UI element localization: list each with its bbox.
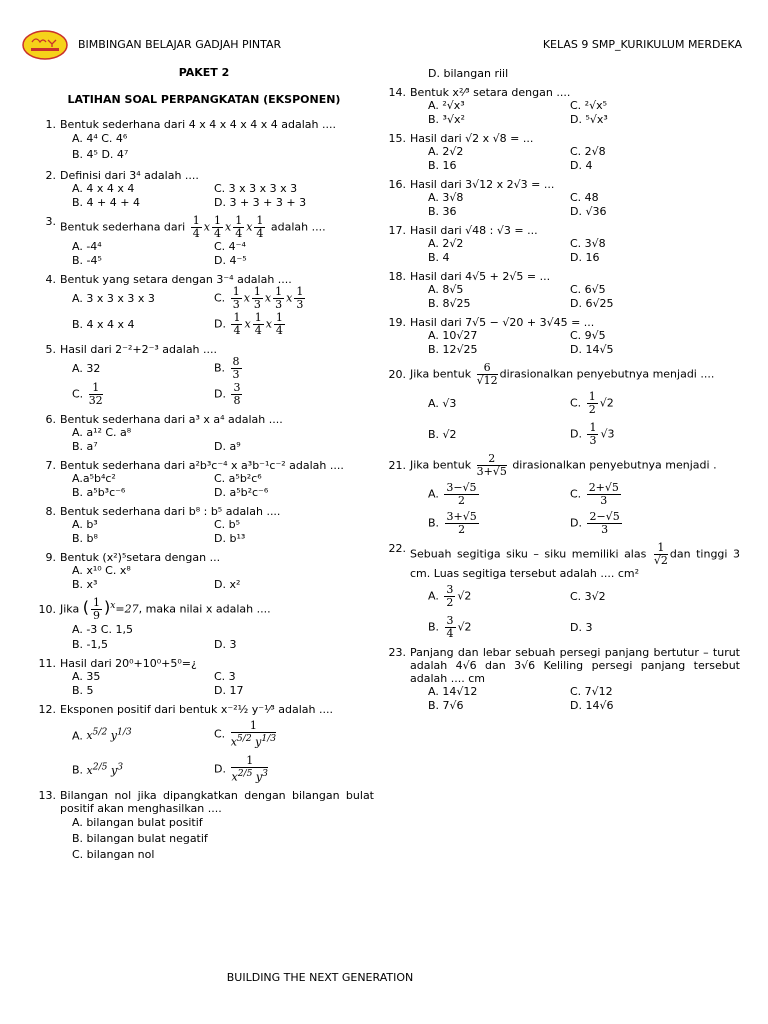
option-b: B. x³ (72, 578, 98, 591)
option-a: A. 3 x 3 x 3 x 3 (72, 292, 155, 305)
option-b: B. 16 (428, 159, 457, 172)
option-b: B. 4 (428, 251, 450, 264)
option-a: A. 2√2 (428, 145, 464, 158)
option-a: A. 8√5 (428, 283, 464, 296)
question-text: Bentuk yang setara dengan 3⁻⁴ adalah .... (60, 273, 292, 286)
option-d: D. a⁵b²c⁻⁶ (214, 486, 269, 499)
option-b: B. a⁷ (72, 440, 98, 453)
option-b: B. 36 (428, 205, 457, 218)
question-14: 14. Bentuk x²⁄³ setara dengan .... A. ²√x³ C. ²√x⁵ B. ³√x² D. ⁵√x³ (384, 86, 740, 126)
option-d: D. $\frac{1}{x^{2/5} y^3}$ (214, 753, 268, 784)
option-c: C. bilangan nol (72, 848, 155, 862)
page-header (22, 36, 742, 56)
option-c: C. 3 (214, 670, 236, 683)
option-a: A. $\frac{3}{2}$ √2 (428, 583, 472, 609)
question-text: Bentuk sederhana dari $\frac{1}{4}$ x $\frac{1}{4}$ x $\frac{1}{4}$ x $\frac{1}{4}$ adalah .... (60, 214, 326, 240)
option-c: C. $\frac{1}{32}$ (72, 381, 103, 407)
option-c: C. $\frac{1}{x^{5/2} y^{1/3}}$ (214, 719, 277, 749)
question-text: Bilangan nol jika dipangkatkan dengan bilangan bulat positif akan menghasilkan .... (60, 789, 374, 816)
question-18: 18. Hasil dari 4√5 + 2√5 = ... A. 8√5 C. 6√5 B. 8√25 D. 6√25 (384, 270, 740, 310)
option-ac: A. -3 C. 1,5 (72, 623, 133, 636)
question-text: Jika ( $\frac{1}{9}$ )$^x$=27, maka nilai x adalah .... (60, 596, 271, 622)
question-text: Jika bentuk $\frac{2}{3+√5}$ dirasionalkan penyebutnya menjadi . (410, 452, 717, 478)
option-d: D. √36 (570, 205, 607, 218)
question-text: Hasil dari 2⁻²+2⁻³ adalah .... (60, 343, 218, 356)
option-ac: A. x¹⁰ C. x⁸ (72, 564, 131, 577)
question-text: Jika bentuk $\frac{6}{√12}$ dirasionalkan penyebutnya menjadi .... (410, 361, 715, 387)
question-text: Bentuk x²⁄³ setara dengan .... (410, 86, 571, 99)
option-d: D. ⁵√x³ (570, 113, 608, 126)
option-d: D. 3 + 3 + 3 + 3 (214, 196, 307, 209)
option-c: C. 3 x 3 x 3 x 3 (214, 182, 298, 195)
option-b: B. 5 (72, 684, 94, 697)
option-c: C. a⁵b²c⁶ (214, 472, 262, 485)
question-text: Bentuk sederhana dari a²b³c⁻⁴ x a³b⁻¹c⁻² adalah .... (60, 459, 344, 472)
question-17: 17. Hasil dari √48 : √3 = ... A. 2√2 C. 3√8 B. 4 D. 16 (384, 224, 740, 264)
question-10: 10. Jika ( $\frac{1}{9}$ )$^x$=27, maka nilai x adalah .... A. -3 C. 1,5 B. -1,5 D. 3 (34, 597, 374, 651)
question-16: 16. Hasil dari 3√12 x 2√3 = ... A. 3√8 C. 48 B. 36 D. √36 (384, 178, 740, 218)
option-a: A. $x^{5/2}$ $y^{1/3}$ (72, 726, 132, 743)
option-b: B. 8√25 (428, 297, 471, 310)
question-text: Bentuk sederhana dari 4 x 4 x 4 x 4 x 4 adalah .... (60, 118, 336, 131)
page-footer: BUILDING THE NEXT GENERATION (226, 971, 414, 984)
option-b: B. -4⁵ (72, 254, 102, 267)
option-b: B. a⁵b³c⁻⁶ (72, 486, 126, 499)
right-column (384, 66, 740, 718)
question-text: Hasil dari 3√12 x 2√3 = ... (410, 178, 555, 191)
option-c: C. 2√8 (570, 145, 606, 158)
question-2: 2. Definisi dari 3⁴ adalah .... A. 4 x 4 x 4 C. 3 x 3 x 3 x 3 B. 4 + 4 + 4 D. 3 + 3 + 3 + 3 (34, 169, 374, 209)
option-a: A. -4⁴ (72, 240, 102, 253)
option-d: D. $\frac{1}{4}$ x $\frac{1}{4}$ x $\frac{1}{4}$ (214, 311, 283, 337)
option-d: D. x² (214, 578, 241, 591)
question-3: 3. Bentuk sederhana dari $\frac{1}{4}$ x $\frac{1}{4}$ x $\frac{1}{4}$ x $\frac{1}{4}$ adalah .... A. -4⁴ C. 4⁻⁴ B. -4⁵ D. 4⁻⁵ (34, 215, 374, 267)
question-text: Bentuk sederhana dari a³ x a⁴ adalah .... (60, 413, 283, 426)
option-c: C. 6√5 (570, 283, 606, 296)
option-d: D. 17 (214, 684, 244, 697)
option-d: D. 3 (570, 621, 593, 634)
question-text: Hasil dari √48 : √3 = ... (410, 224, 538, 237)
question-text: Hasil dari 7√5 − √20 + 3√45 = ... (410, 316, 595, 329)
option-c: C. b⁵ (214, 518, 241, 531)
option-c: C. 4⁻⁴ (214, 240, 246, 253)
question-text: Hasil dari √2 x √8 = ... (410, 132, 534, 145)
question-4: 4. Bentuk yang setara dengan 3⁻⁴ adalah .... A. 3 x 3 x 3 x 3 C. $\frac{1}{3}$ x $\frac{1}{3}$ x $\frac{1}{3}$ x $\frac{1}{3}$ B. 4 x 4 x 4 D. $\frac{1}{4}$ x $\frac{1}{4}$ x $\frac{1}{4}$ (34, 273, 374, 337)
option-b: B. b⁸ (72, 532, 98, 545)
question-7: 7. Bentuk sederhana dari a²b³c⁻⁴ x a³b⁻¹c⁻² adalah .... A.a⁵b⁴c² C. a⁵b²c⁶ B. a⁵b³c⁻⁶ D. a⁵b²c⁻⁶ (34, 459, 374, 499)
option-a: A. 35 (72, 670, 101, 683)
left-column (34, 66, 374, 869)
option-a: A. 2√2 (428, 237, 464, 250)
option-b: B. bilangan bulat negatif (72, 832, 208, 846)
option-c: C. 3√8 (570, 237, 606, 250)
gadjah-pintar-logo (22, 30, 68, 60)
question-text: Hasil dari 20⁰+10⁰+5⁰=¿ (60, 657, 197, 670)
option-d: D. 14√5 (570, 343, 614, 356)
question-19: 19. Hasil dari 7√5 − √20 + 3√45 = ... A. 10√27 C. 9√5 B. 12√25 D. 14√5 (384, 316, 740, 356)
question-13: 13. Bilangan nol jika dipangkatkan dengan bilangan bulat positif akan menghasilkan .... A. bilangan bulat positif B. bilangan bulat negatif C. bilangan nol (38, 789, 374, 862)
option-d: D. 3 (214, 638, 237, 651)
question-6: 6. Bentuk sederhana dari a³ x a⁴ adalah .... A. a¹² C. a⁸ B. a⁷ D. a⁹ (34, 413, 374, 453)
option-a: A. 32 (72, 362, 101, 375)
question-21: 21. Jika bentuk $\frac{2}{3+√5}$ dirasionalkan penyebutnya menjadi . A. $\frac{3-√5}{2}$ C. $\frac{2+√5}{3}$ B. $\frac{3+√5}{2}$ D. $\frac{2-√5}{3}$ (384, 453, 740, 536)
option-d: D. $\frac{3}{8}$ (214, 381, 241, 407)
option-a: A.a⁵b⁴c² (72, 472, 116, 485)
option-d: D. $\frac{1}{3}$ √3 (570, 421, 615, 447)
worksheet-subtitle: LATIHAN SOAL PERPANGKATAN (EKSPONEN) (67, 93, 341, 106)
question-12: 12. Eksponen positif dari bentuk x⁻²¹⁄₂ y⁻¹⁄³ adalah .... A. $x^{5/2}$ $y^{1/3}$ C. $\frac{1}{x^{5/2} y^{1/3}}$ B. $x^{2/5}$ $y^3$ D. $\frac{1}{x^{2/5} y^3}$ (34, 703, 374, 783)
option-d: D. 6√25 (570, 297, 614, 310)
question-text: Eksponen positif dari bentuk x⁻²¹⁄₂ y⁻¹⁄³ adalah .... (60, 703, 333, 716)
option-ac: A. 4⁴ C. 4⁶ (72, 132, 128, 145)
option-d: D. $\frac{2-√5}{3}$ (570, 510, 620, 536)
header-class: KELAS 9 SMP_KURIKULUM MERDEKA (542, 38, 742, 51)
option-d: D. 4 (570, 159, 593, 172)
question-8: 8. Bentuk sederhana dari b⁸ : b⁵ adalah .... A. b³ C. b⁵ B. b⁸ D. b¹³ (34, 505, 374, 545)
question-20: 20. Jika bentuk $\frac{6}{√12}$ dirasionalkan penyebutnya menjadi .... A. √3 C. $\frac{1}{2}$ √2 B. √2 D. $\frac{1}{3}$ √3 (384, 362, 740, 447)
option-b: B. 4 x 4 x 4 (72, 318, 135, 331)
question-text: Bentuk sederhana dari b⁸ : b⁵ adalah .... (60, 505, 281, 518)
option-b: B. ³√x² (428, 113, 465, 126)
option-d: D. 16 (570, 251, 600, 264)
option-a: A. b³ (72, 518, 98, 531)
question-text: Definisi dari 3⁴ adalah .... (60, 169, 199, 182)
question-9: 9. Bentuk (x²)⁵setara dengan ... A. x¹⁰ C. x⁸ B. x³ D. x² (34, 551, 374, 591)
option-ac: A. a¹² C. a⁸ (72, 426, 132, 439)
option-c: C. 9√5 (570, 329, 606, 342)
option-b: B. $\frac{8}{3}$ (214, 355, 240, 381)
option-b: B. √2 (428, 428, 457, 441)
q13-option-d: D. bilangan riil (428, 67, 509, 80)
option-d: D. b¹³ (214, 532, 246, 545)
option-a: A. 10√27 (428, 329, 478, 342)
question-23: 23. Panjang dan lebar sebuah persegi panjang bertutur – turut adalah 4√6 dan 3√6 Keliling persegi panjang tersebut adalah .... cm A. 14√12 C. 7√12 B. 7√6 D. 14√6 (388, 646, 740, 712)
option-a: A. bilangan bulat positif (72, 816, 203, 830)
question-text: Hasil dari 4√5 + 2√5 = ... (410, 270, 551, 283)
question-11: 11. Hasil dari 20⁰+10⁰+5⁰=¿ A. 35 C. 3 B. 5 D. 17 (34, 657, 374, 697)
option-d: D. a⁹ (214, 440, 241, 453)
option-c: C. 3√2 (570, 590, 606, 603)
option-b: B. $\frac{3+√5}{2}$ (428, 510, 477, 536)
option-d: D. 14√6 (570, 699, 614, 712)
option-c: C. 7√12 (570, 685, 613, 698)
header-institution: BIMBINGAN BELAJAR GADJAH PINTAR (78, 38, 282, 51)
option-c: C. $\frac{2+√5}{3}$ (570, 481, 619, 507)
option-a: A. ²√x³ (428, 99, 465, 112)
option-b: B. -1,5 (72, 638, 109, 651)
option-a: A. 14√12 (428, 685, 478, 698)
question-1: 1. Bentuk sederhana dari 4 x 4 x 4 x 4 x 4 adalah .... A. 4⁴ C. 4⁶ B. 4⁵ D. 4⁷ (34, 118, 374, 163)
option-b: B. 7√6 (428, 699, 464, 712)
option-c: C. ²√x⁵ (570, 99, 608, 112)
paket-title: PAKET 2 (178, 66, 230, 79)
option-a: A. $\frac{3-√5}{2}$ (428, 481, 477, 507)
option-bd: B. 4⁵ D. 4⁷ (72, 148, 129, 161)
question-text: Bentuk (x²)⁵setara dengan ... (60, 551, 221, 564)
question-22: 22. Sebuah segitiga siku – siku memiliki alas $\frac{1}{√2}$ dan tinggi 3 cm. Luas segitiga tersebut adalah .... cm² A. $\frac{3}{2}$ √2 C. 3√2 B. $\frac{3}{4}$ √2 D. 3 (388, 541, 740, 640)
option-b: B. $\frac{3}{4}$ √2 (428, 614, 472, 640)
question-15: 15. Hasil dari √2 x √8 = ... A. 2√2 C. 2√8 B. 16 D. 4 (384, 132, 740, 172)
option-b: B. $x^{2/5}$ $y^3$ (72, 761, 124, 777)
option-d: D. 4⁻⁵ (214, 254, 247, 267)
option-c: C. 48 (570, 191, 599, 204)
option-c: C. $\frac{1}{3}$ x $\frac{1}{3}$ x $\frac{1}{3}$ x $\frac{1}{3}$ (214, 285, 304, 311)
option-b: B. 4 + 4 + 4 (72, 196, 140, 209)
option-b: B. 12√25 (428, 343, 478, 356)
question-text: Sebuah segitiga siku – siku memiliki alas $\frac{1}{√2}$ dan tinggi 3 cm. Luas segitiga tersebut adalah .... cm² (410, 541, 740, 580)
question-text: Panjang dan lebar sebuah persegi panjang bertutur – turut adalah 4√6 dan 3√6 Keliling persegi panjang tersebut adalah .... cm (410, 646, 740, 685)
option-a: A. 3√8 (428, 191, 464, 204)
option-a: A. √3 (428, 397, 457, 410)
option-c: C. $\frac{1}{2}$ √2 (570, 390, 614, 416)
option-a: A. 4 x 4 x 4 (72, 182, 135, 195)
question-5: 5. Hasil dari 2⁻²+2⁻³ adalah .... A. 32 B. $\frac{8}{3}$ C. $\frac{1}{32}$ D. $\frac{3}{8}$ (34, 343, 374, 407)
